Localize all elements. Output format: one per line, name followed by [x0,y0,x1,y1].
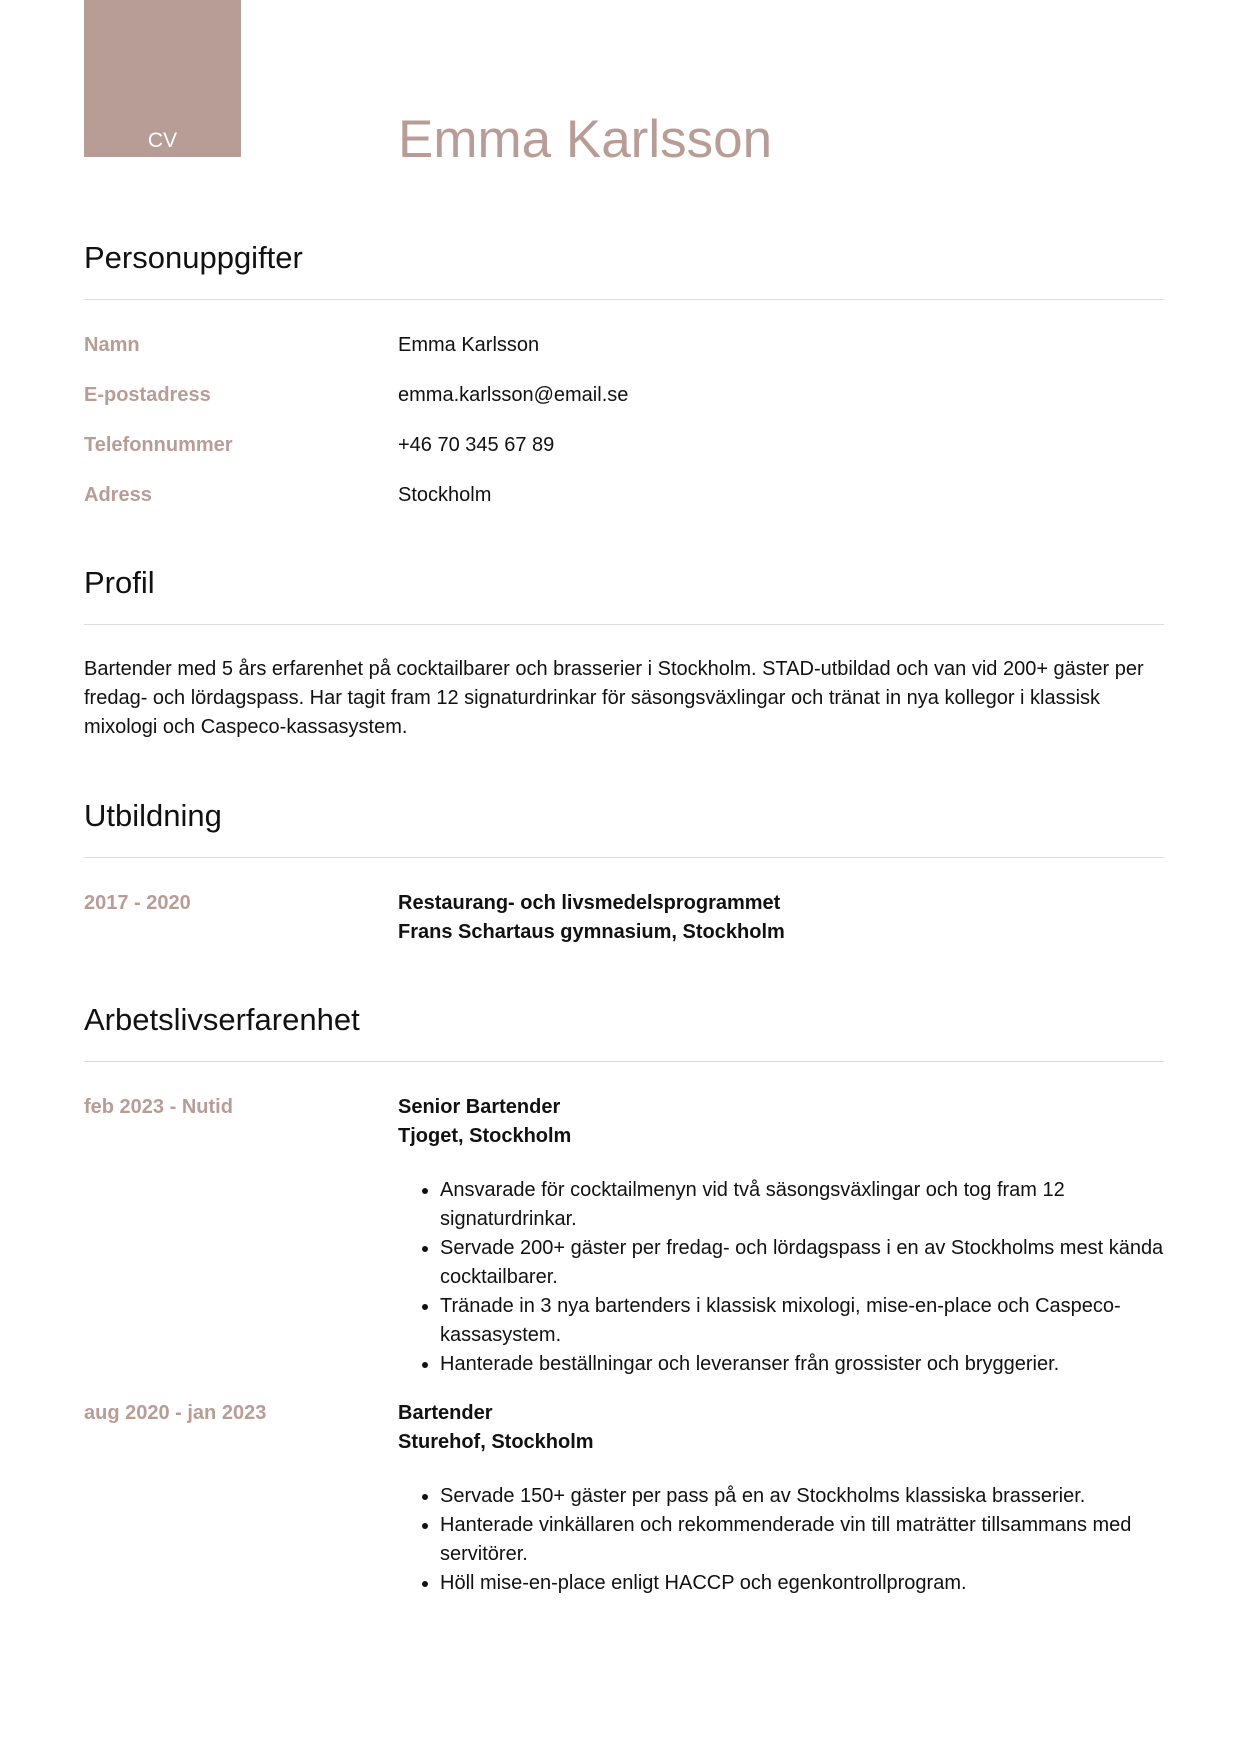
field-row-name [84,331,1164,381]
job-title: Senior Bartender [398,1096,561,1118]
job-bullet-list [398,1482,1164,1598]
cv-badge-label: CV [147,129,178,152]
profile-heading-bar [84,563,1164,625]
profile-heading: Profil [84,565,155,600]
job-period: feb 2023 - Nutid [84,1096,233,1118]
job-bullet: • Ansvarade för cocktailmenyn vid två säsongsväxlingar och tog fram 12 signaturdrinkar. [440,1176,1164,1234]
cv-badge [84,0,241,157]
education-entry [84,889,1164,947]
personal-heading-bar [84,238,1164,300]
job-bullet: • Höll mise-en-place enligt HACCP och egenkontrollprogram. [440,1569,1164,1598]
job-employer: Tjoget, Stockholm [398,1125,572,1147]
personal-heading: Personuppgifter [84,240,303,275]
job-entry [84,1399,1164,1598]
job-bullet-list [398,1176,1164,1379]
personal-section [84,238,1164,531]
field-row-phone [84,431,1164,481]
field-row-email [84,381,1164,431]
field-value: Stockholm [398,484,492,506]
field-value: emma.karlsson@email.se [398,384,629,406]
job-bullet: • Hanterade beställningar och leveranser från grossister och bryggerier. [440,1350,1164,1379]
candidate-name: Emma Karlsson [398,110,773,169]
job-bullet: • Hanterade vinkällaren och rekommenderade vin till maträtter tillsammans med servitörer. [440,1511,1164,1569]
education-heading: Utbildning [84,798,222,833]
job-bullet: • Tränade in 3 nya bartenders i klassisk mixologi, mise-en-place och Caspeco-kassasystem. [440,1292,1164,1350]
field-value: Emma Karlsson [398,334,540,356]
experience-heading-bar [84,1000,1164,1062]
field-row-address [84,481,1164,531]
job-bullet: • Servade 150+ gäster per pass på en av Stockholms klassiska brasserier. [440,1482,1164,1511]
education-school: Frans Schartaus gymnasium, Stockholm [398,921,785,943]
job-title: Bartender [398,1402,493,1424]
field-label: Adress [84,484,152,506]
field-label: Telefonnummer [84,434,233,456]
field-label: E-postadress [84,384,211,406]
profile-text: Bartender med 5 års erfarenhet på cocktailbarer och brasserier i Stockholm. STAD-utbildad och van vid 200+ gäster per fredag- och lördagspass. Har tagit fram 12 signaturdrinkar för säsongsväxlingar och tränat in nya kollegor i klassisk mixologi och Caspeco-kassasystem. [84,658,1144,738]
education-title: Restaurang- och livsmedelsprogrammet [398,892,781,914]
education-section [84,796,1164,947]
field-label: Namn [84,334,140,356]
job-period: aug 2020 - jan 2023 [84,1402,267,1424]
education-heading-bar [84,796,1164,858]
job-employer: Sturehof, Stockholm [398,1431,594,1453]
education-period: 2017 - 2020 [84,892,191,914]
experience-heading: Arbetslivserfarenhet [84,1002,360,1037]
job-entry [84,1093,1164,1379]
profile-section [84,563,1164,742]
experience-section [84,1000,1164,1598]
job-bullet: • Servade 200+ gäster per fredag- och lördagspass i en av Stockholms mest kända cocktailbarer. [440,1234,1164,1292]
field-value: +46 70 345 67 89 [398,434,555,456]
